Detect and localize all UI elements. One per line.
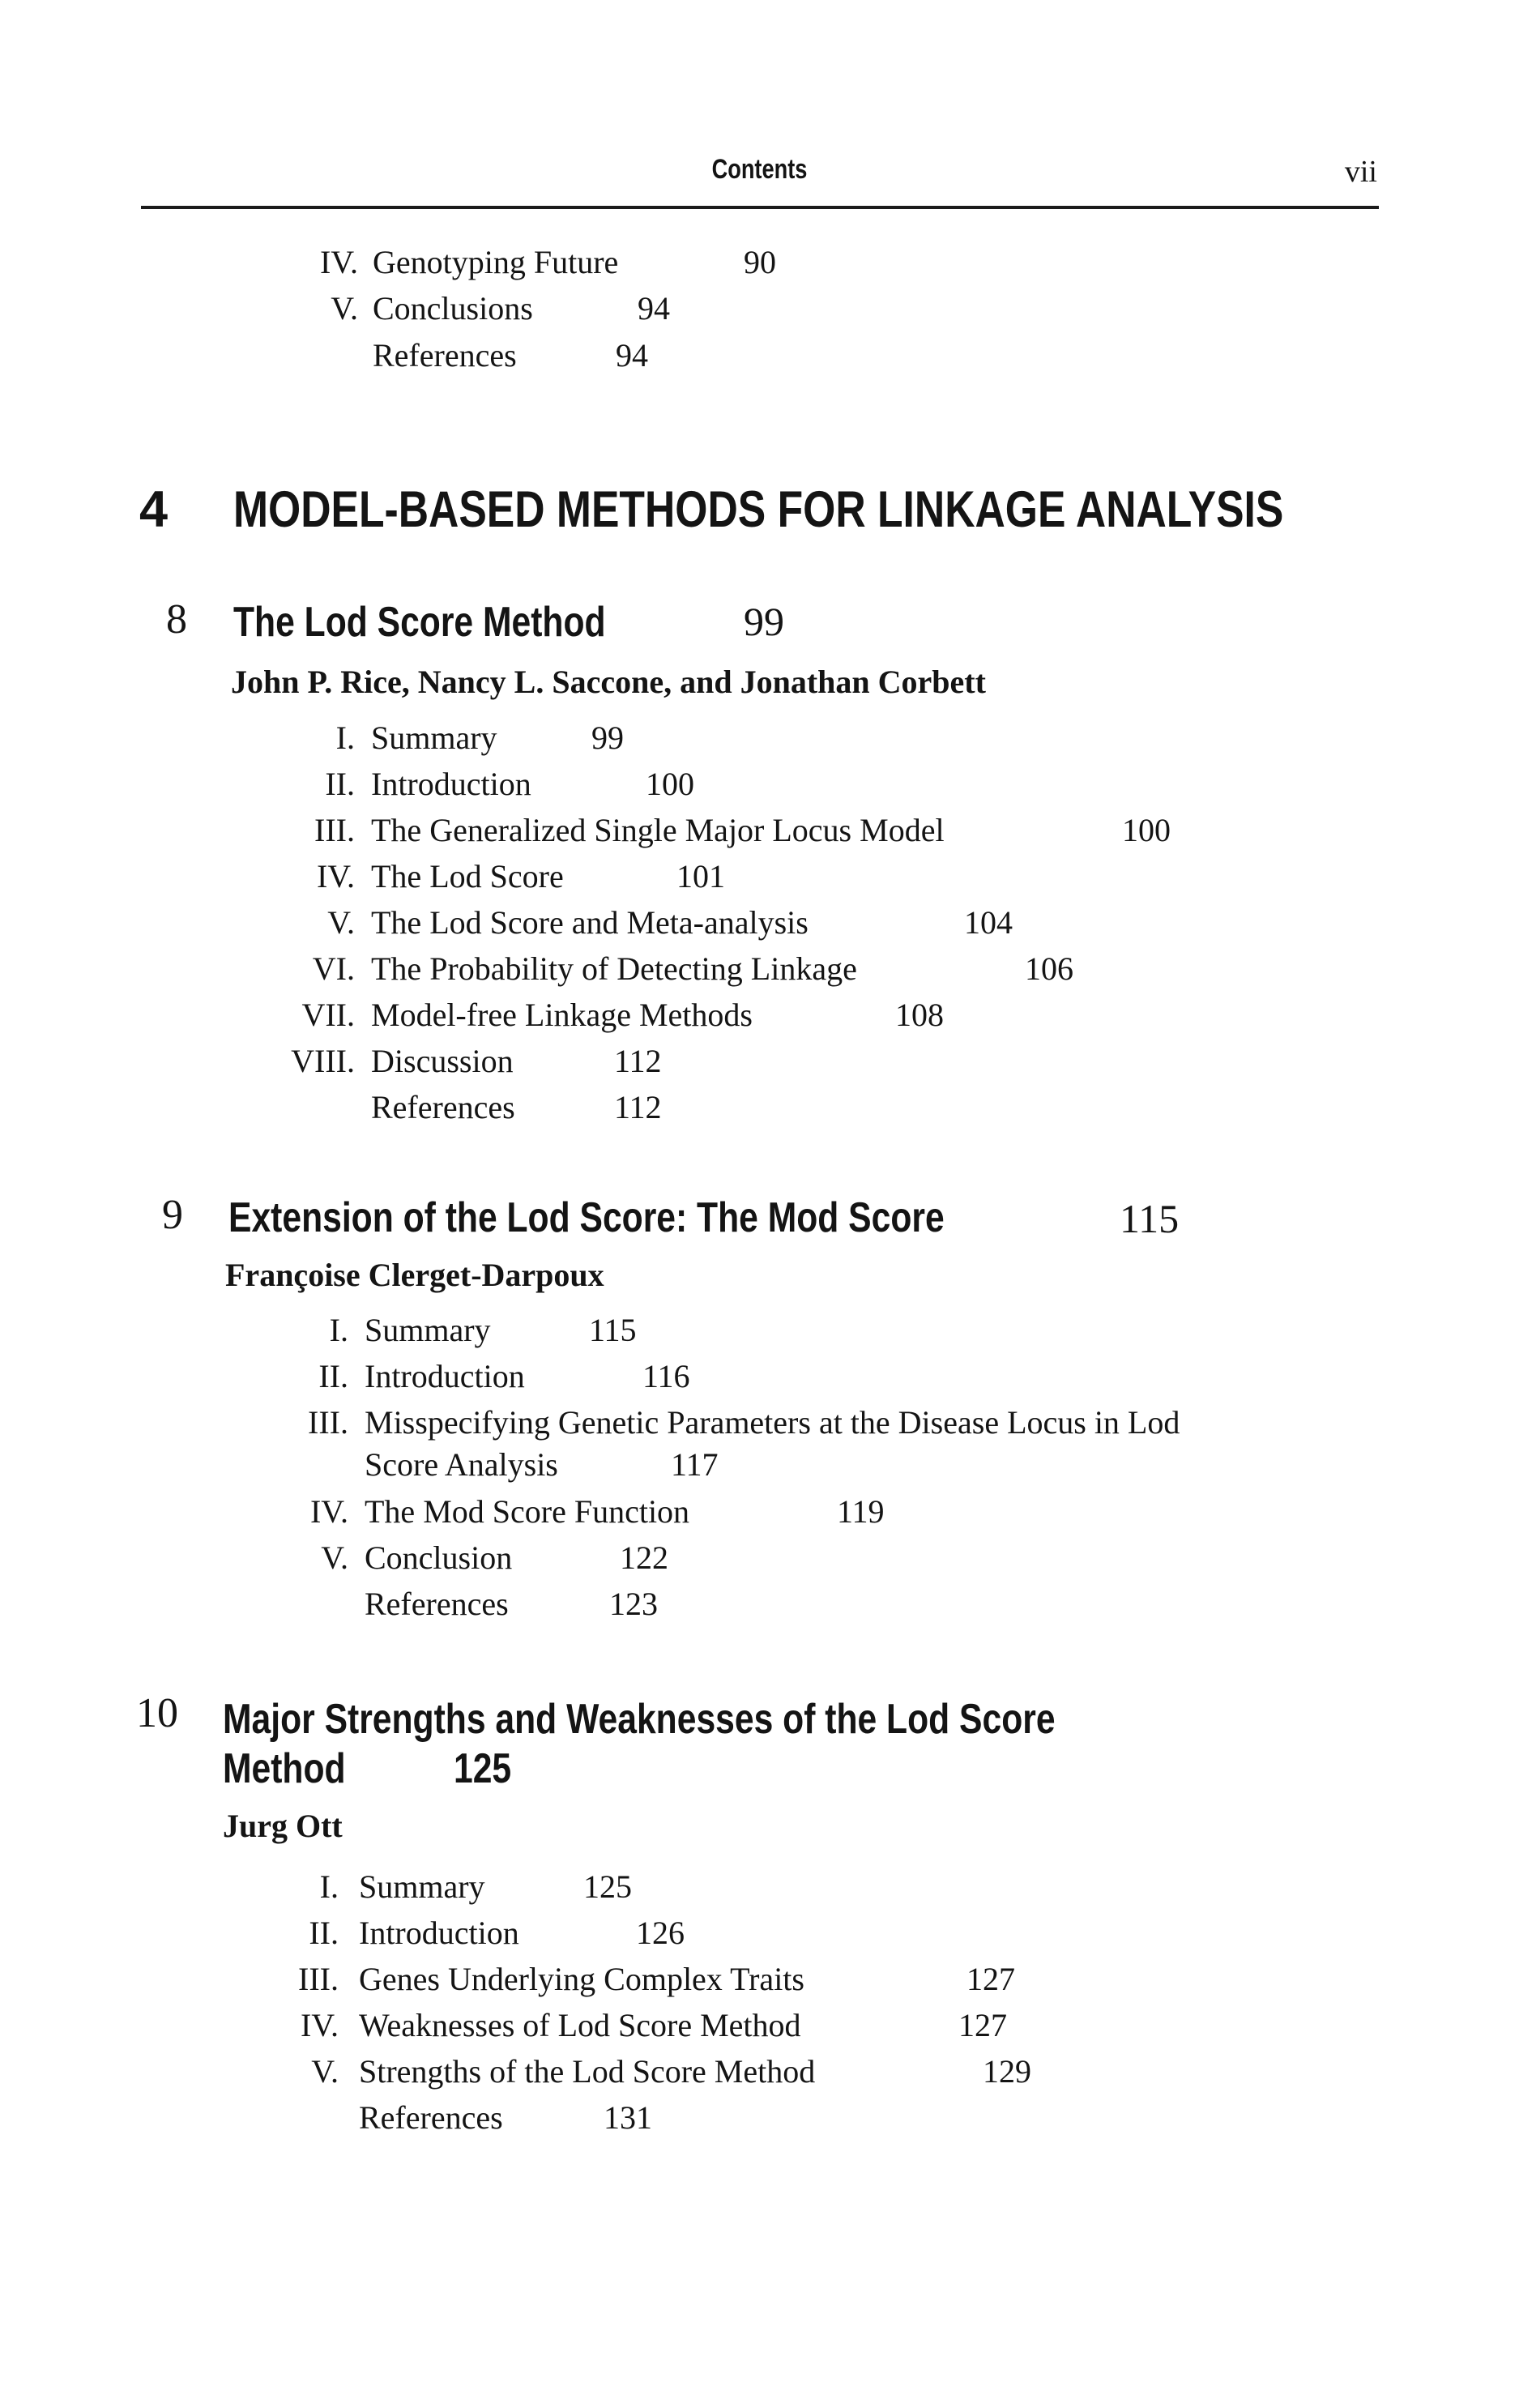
toc-entry[interactable] <box>0 719 1215 759</box>
entry-page: 90 <box>744 244 776 280</box>
chapter-page: 115 <box>1120 1196 1180 1241</box>
entry-page: 125 <box>583 1868 632 1905</box>
entry-numeral: I. <box>329 1312 348 1348</box>
entry-page: 122 <box>620 1539 668 1576</box>
entry-title: Misspecifying Genetic Parameters at the Disease Locus in Lod <box>365 1404 1180 1441</box>
toc-entry[interactable] <box>0 1357 1377 1398</box>
entry-page: 117 <box>671 1446 719 1483</box>
chapter-number: 8 <box>166 596 187 643</box>
chapter-authors: Jurg Ott <box>223 1808 343 1844</box>
entry-title: Summary <box>371 719 497 756</box>
toc-entry[interactable] <box>0 857 1215 898</box>
entry-numeral: VI. <box>312 950 355 987</box>
entry-numeral: II. <box>309 1915 339 1951</box>
toc-entry[interactable] <box>0 1088 1215 1129</box>
entry-title: Genotyping Future <box>373 244 619 280</box>
entry-page: 108 <box>895 997 944 1033</box>
toc-entry[interactable] <box>0 2052 1377 2093</box>
toc-entry[interactable] <box>0 1585 1377 1625</box>
entry-page: 127 <box>958 2007 1007 2043</box>
entry-page: 106 <box>1025 950 1073 987</box>
entry-page: 127 <box>966 1961 1015 1997</box>
entry-page: 126 <box>636 1915 685 1951</box>
entry-page: 129 <box>983 2053 1031 2090</box>
entry-title: The Generalized Single Major Locus Model <box>371 812 945 848</box>
entry-title: Weaknesses of Lod Score Method <box>359 2007 801 2043</box>
entry-numeral: I. <box>335 719 355 756</box>
entry-numeral: IV. <box>300 2007 339 2043</box>
chapter-page: 99 <box>744 599 784 644</box>
chapter-title[interactable]: Extension of the Lod Score: The Mod Score <box>228 1194 945 1241</box>
running-header-title: Contents <box>711 154 808 185</box>
entry-title-continued: Score Analysis <box>365 1446 558 1483</box>
entry-numeral: II. <box>325 766 355 802</box>
toc-entry[interactable] <box>0 950 1215 990</box>
entry-page: 123 <box>609 1586 658 1622</box>
toc-entry[interactable] <box>0 1492 1377 1533</box>
toc-entry[interactable] <box>0 1539 1377 1579</box>
entry-title: Conclusion <box>365 1539 513 1576</box>
toc-entry[interactable] <box>0 1960 1377 2000</box>
entry-numeral: III. <box>314 812 355 848</box>
entry-title: Conclusions <box>373 290 533 327</box>
toc-entry[interactable] <box>0 1042 1215 1082</box>
entry-page: 119 <box>837 1493 885 1530</box>
entry-page: 131 <box>604 2099 652 2136</box>
entry-title: The Lod Score and Meta-analysis <box>371 904 809 941</box>
entry-title: The Lod Score <box>371 858 564 894</box>
chapter-number: 10 <box>136 1690 178 1736</box>
entry-title: The Mod Score Function <box>365 1493 690 1530</box>
entry-page: 116 <box>642 1358 690 1394</box>
entry-numeral: IV. <box>316 858 355 894</box>
toc-entry[interactable] <box>0 811 1215 852</box>
entry-numeral: V. <box>311 2053 339 2090</box>
chapter-number: 9 <box>162 1192 183 1238</box>
entry-page: 115 <box>589 1312 637 1348</box>
entry-title: Summary <box>365 1312 491 1348</box>
entry-numeral: II. <box>318 1358 348 1394</box>
entry-numeral: III. <box>298 1961 339 1997</box>
entry-numeral: I. <box>319 1868 339 1905</box>
chapter-title[interactable]: Major Strengths and Weaknesses of the Lod Score <box>223 1696 1056 1743</box>
toc-entry[interactable] <box>0 903 1215 944</box>
toc-entry[interactable] <box>0 1868 1377 1908</box>
chapter-title[interactable]: The Lod Score Method <box>233 599 606 646</box>
toc-entry[interactable] <box>0 765 1215 805</box>
entry-title: Introduction <box>359 1915 519 1951</box>
page-number: vii <box>1344 155 1377 189</box>
toc-entry[interactable] <box>0 243 810 284</box>
entry-title: References <box>373 337 517 374</box>
entry-title: References <box>371 1089 515 1125</box>
entry-page: 104 <box>964 904 1013 941</box>
entry-numeral: III. <box>308 1404 348 1441</box>
part-title: MODEL-BASED METHODS FOR LINKAGE ANALYSIS <box>233 481 1284 538</box>
entry-numeral: IV. <box>319 244 358 280</box>
toc-entry[interactable] <box>0 2006 1377 2047</box>
entry-title: The Probability of Detecting Linkage <box>371 950 857 987</box>
entry-page: 100 <box>1122 812 1171 848</box>
entry-title: Introduction <box>365 1358 525 1394</box>
chapter-page: 125 <box>454 1745 512 1792</box>
entry-title: Summary <box>359 1868 485 1905</box>
entry-title: Discussion <box>371 1043 514 1079</box>
entry-numeral: VII. <box>301 997 355 1033</box>
chapter-authors: John P. Rice, Nancy L. Saccone, and Jonathan Corbett <box>231 664 986 700</box>
entry-page: 112 <box>614 1089 662 1125</box>
toc-entry[interactable] <box>0 2098 1377 2139</box>
entry-page: 101 <box>676 858 725 894</box>
entry-title: Model-free Linkage Methods <box>371 997 753 1033</box>
part-number: 4 <box>139 481 169 538</box>
entry-numeral: V. <box>321 1539 348 1576</box>
entry-page: 94 <box>638 290 670 327</box>
header-rule <box>141 206 1379 209</box>
chapter-authors: Françoise Clerget-Darpoux <box>225 1257 604 1293</box>
entry-numeral: V. <box>327 904 355 941</box>
entry-page: 94 <box>616 337 648 374</box>
toc-entry[interactable] <box>0 1403 1377 1492</box>
toc-entry[interactable] <box>0 1914 1377 1954</box>
entry-page: 99 <box>591 719 624 756</box>
toc-entry[interactable] <box>0 336 810 377</box>
entry-page: 112 <box>614 1043 662 1079</box>
entry-title: Introduction <box>371 766 531 802</box>
entry-numeral: VIII. <box>291 1043 355 1079</box>
toc-entry[interactable] <box>0 289 810 330</box>
toc-entry[interactable] <box>0 1311 1377 1351</box>
entry-title: References <box>359 2099 503 2136</box>
entry-title: Genes Underlying Complex Traits <box>359 1961 804 1997</box>
entry-title: Strengths of the Lod Score Method <box>359 2053 816 2090</box>
toc-entry[interactable] <box>0 996 1215 1036</box>
entry-numeral: IV. <box>309 1493 348 1530</box>
entry-page: 100 <box>646 766 694 802</box>
chapter-title-continued[interactable]: Method <box>223 1745 346 1792</box>
entry-numeral: V. <box>331 290 358 327</box>
entry-title: References <box>365 1586 509 1622</box>
